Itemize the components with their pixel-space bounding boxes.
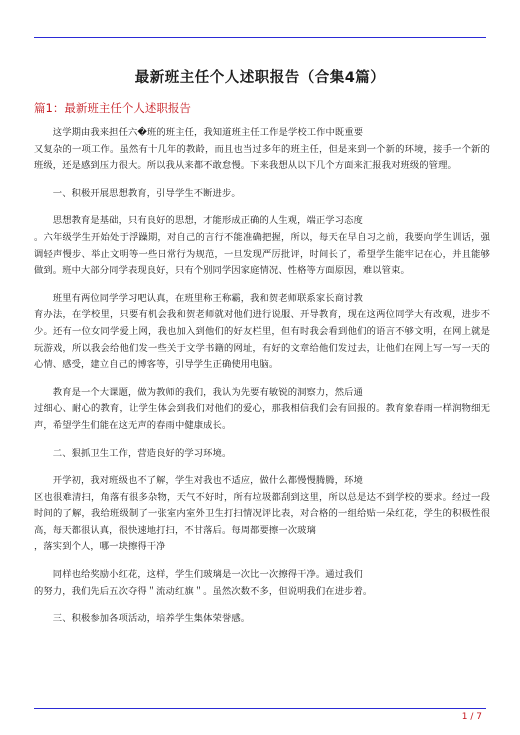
header-rule xyxy=(34,37,486,38)
paragraph-2: 思想教育是基础，只有良好的思想，才能形成正确的人生观，端正学习态度 。六年级学生开始处于浮躁期，对自己的言行不能准确把握，所以，每天在早自习之前，我要向学生训话，强调轻声慢步、举止文明等一些日常行为规范，一旦发现严厉批评，时间长了，希望学生能牢记在心，并且能够做到。班中大部分同学表现良好，只有个别同学因家庭情况、性格等方面原因，难以管束。 xyxy=(34,215,490,277)
document-body xyxy=(34,125,490,634)
section-heading: 篇1：最新班主任个人述职报告 xyxy=(34,101,191,115)
footer-rule xyxy=(34,708,486,709)
paragraph-4: 教育是一个大课题，做为教师的我们，我认为先要有敏锐的洞察力，然后通 过细心、耐心的教育，让学生体会到我们对他们的爱心，那我相信我们会有回报的。教育象春雨一样润物细无声，希望学生们能在这无声的春雨中健康成长。 xyxy=(34,386,490,431)
paragraph-5: 开学初，我对班级也不了解，学生对我也不适应，做什么都慢慢腾腾，环境 区也很难清扫，角落有很多杂物，天气不好时，所有垃圾都刮到这里，所以总是达不到学校的要求。经过一段时间的了解，我给班级制了一张室内室外卫生打扫情况评比表，对合格的一组给贴一朵红花，学生的积极性很高，每天都很认真，很快速地打扫，不甘落后。每周都要擦一次玻璃 ，落实到个人，哪一块擦得干净 xyxy=(34,475,490,553)
page-indicator: 1 / 7 xyxy=(461,712,482,722)
page-title: 最新班主任个人述职报告（合集4篇） xyxy=(134,70,386,86)
paragraph-6: 同样也给奖励小红花，这样，学生们玻璃是一次比一次擦得干净。通过我们 的努力，我们先后五次夺得＂流动红旗＂。虽然次数不多，但说明我们在进步着。 xyxy=(34,569,373,597)
heading-item-1: 一、积极开展思想教育，引导学生不断进步。 xyxy=(34,187,241,199)
heading-item-3: 三、积极参加各项活动，培养学生集体荣誉感。 xyxy=(34,613,251,625)
paragraph-1: 这学期由我来担任六�班的班主任，我知道班主任工作是学校工作中既重要 又复杂的一项工作。虽然有十几年的教龄，而且也当过多年的班主任，但是来到一个新的环境，接手一个新的班级，还是感到压力很大。所以我从来都不敢怠慢。下来我想从以下几个方面来汇报我对班级的管理。 xyxy=(34,127,490,172)
heading-item-2: 二、狠抓卫生工作，营造良好的学习环境。 xyxy=(34,447,232,459)
paragraph-3: 班里有两位同学学习吧认真，在班里称王称霸，我和贺老师联系家长商讨教 育办法，在学校里，只要有机会我和贺老师就对他们进行说服、开导教育，现在这两位同学大有改观，进步不少。还有一位女同学爱上网，我也加入到他们的好友栏里，但有时我会看到他们的语言不够文明，在网上就是玩游戏，所以我会给他们发一些关于文学书籍的网址，有好的文章给他们发过去，让他们在网上写一写一天的心情、感受，建立自己的博客等，引导学生正确使用电脑。 xyxy=(34,292,490,371)
